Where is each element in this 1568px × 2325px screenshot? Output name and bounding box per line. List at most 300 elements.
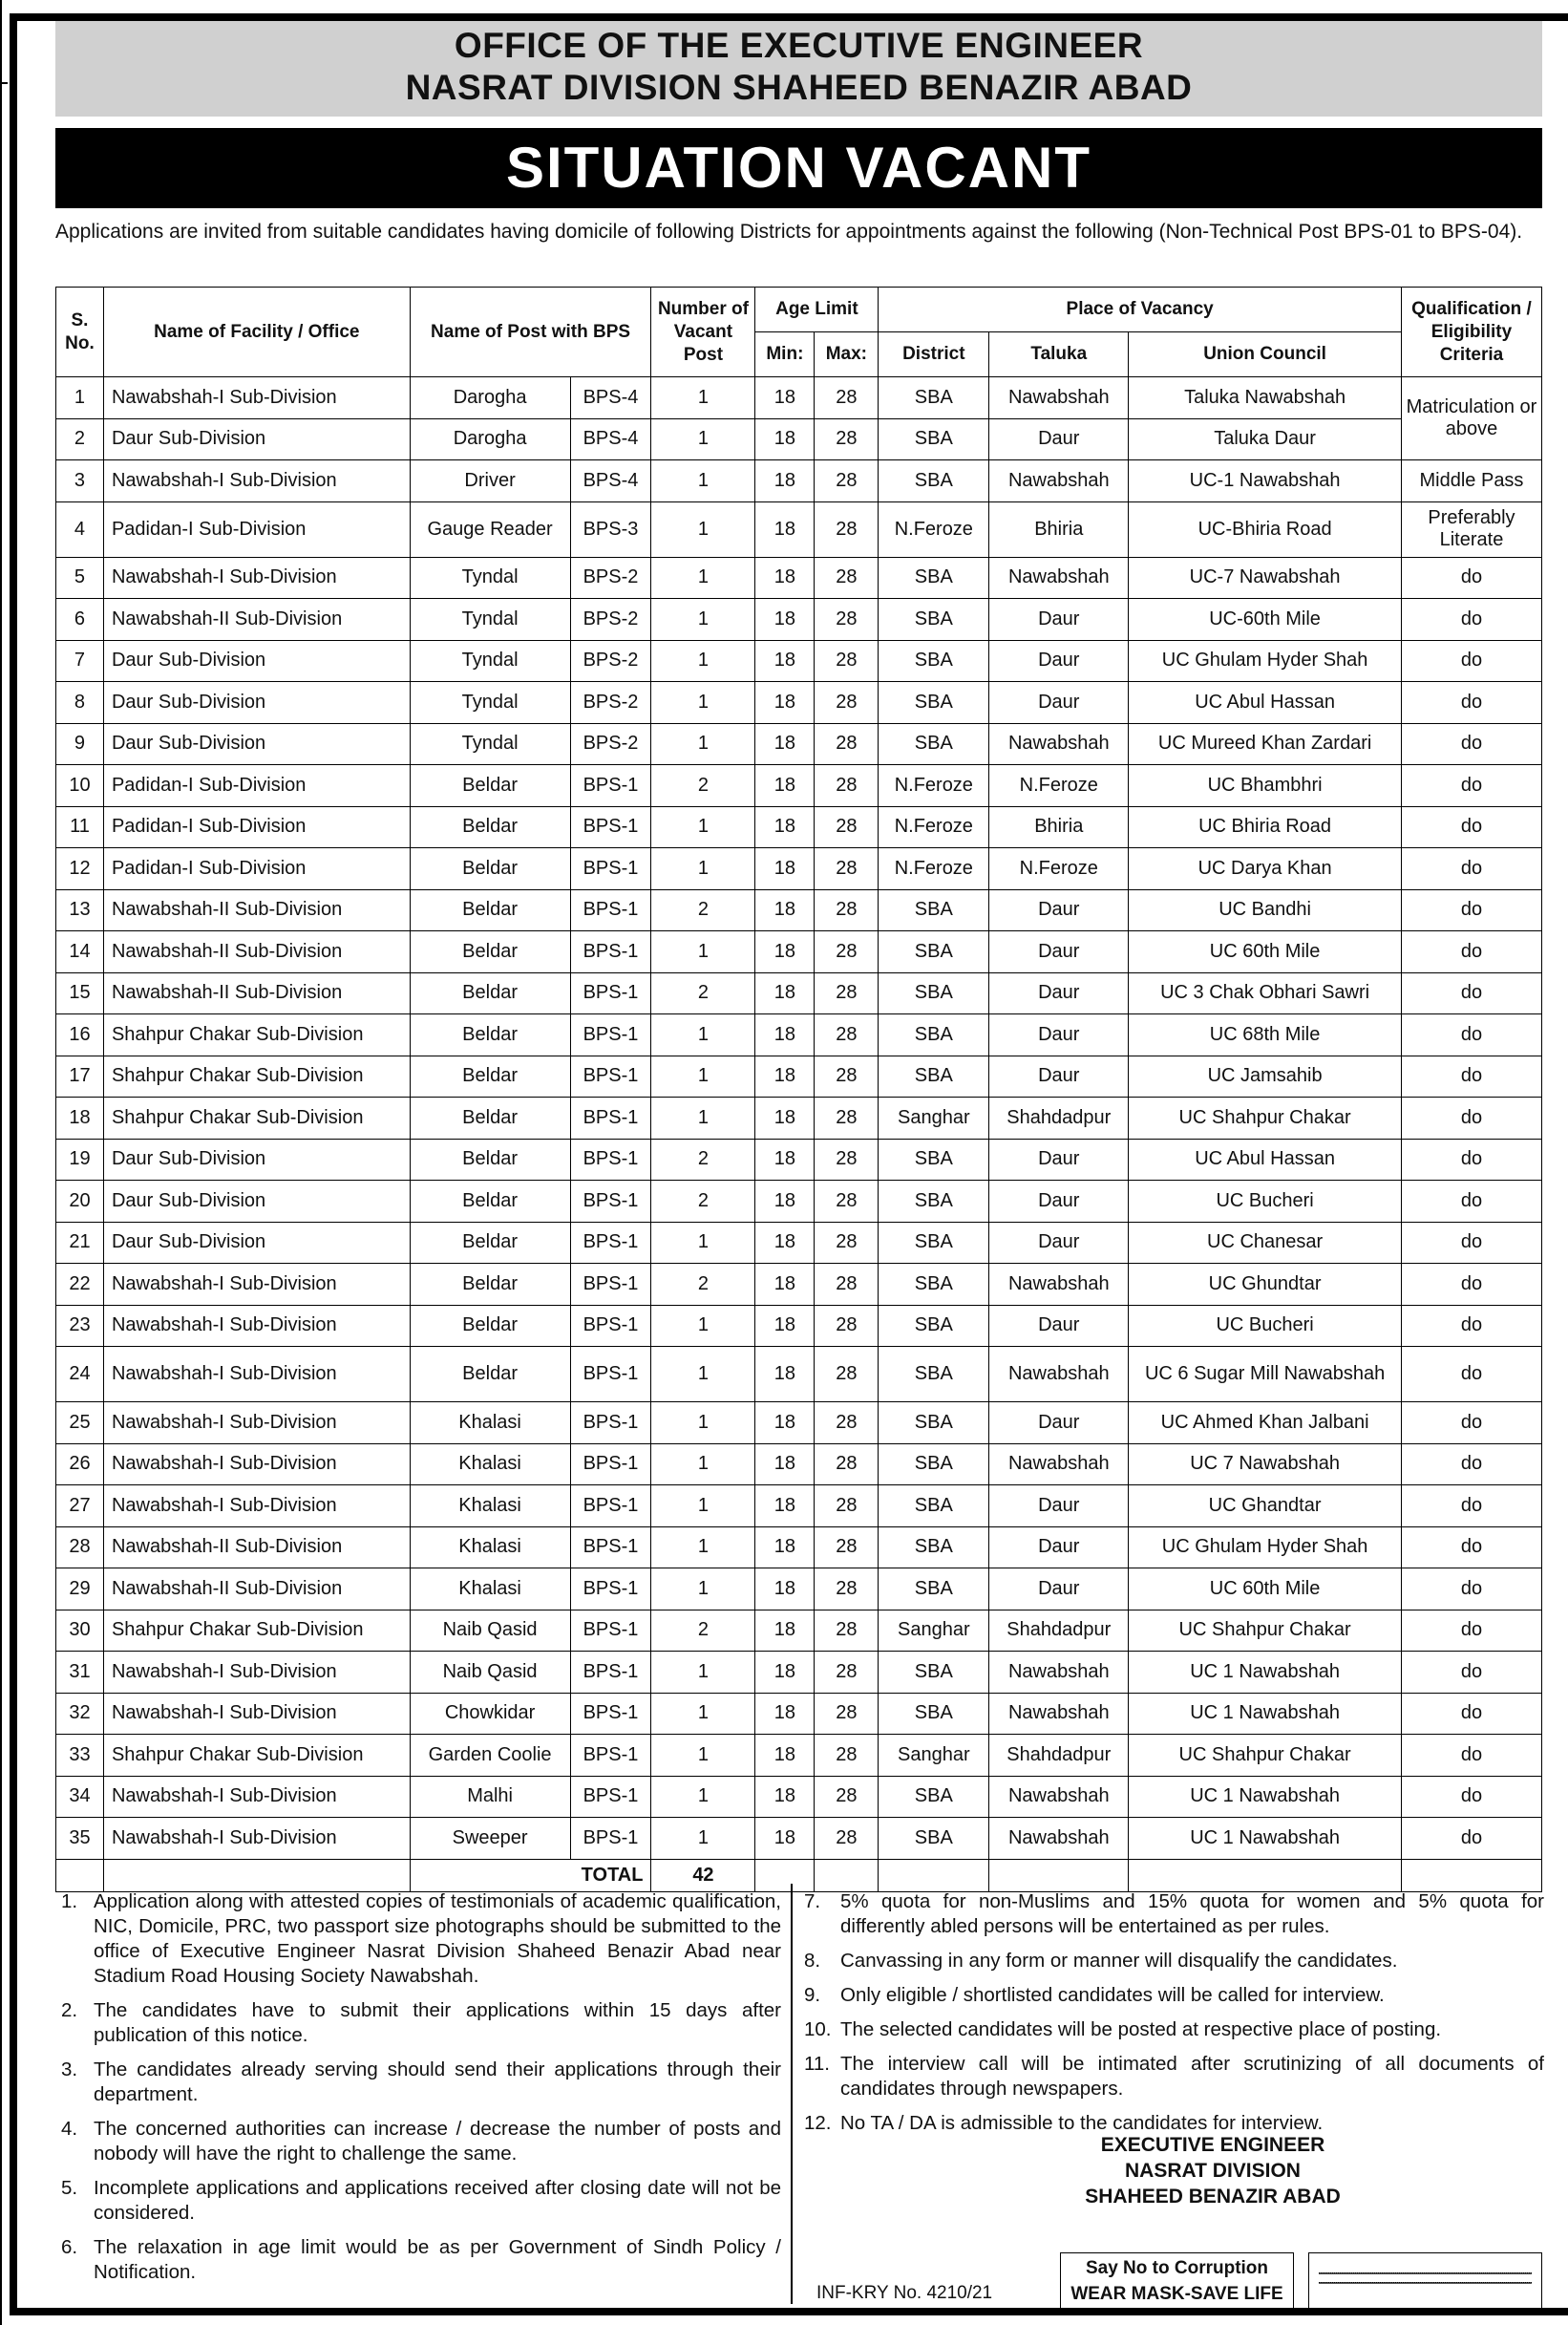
cell-facility: Daur Sub-Division	[103, 723, 410, 765]
cell-district: Sanghar	[879, 1610, 989, 1652]
cell-post: Driver	[410, 460, 570, 502]
cell-min-age: 18	[755, 1014, 815, 1056]
cell-bps: BPS-2	[570, 599, 651, 641]
cell-qualification: do	[1401, 848, 1541, 890]
cell-max-age: 28	[815, 1305, 879, 1347]
header-place: Place of Vacancy	[879, 288, 1402, 332]
table-row	[56, 1568, 1542, 1610]
cell-qualification: do	[1401, 806, 1541, 848]
cell-district: SBA	[879, 1693, 989, 1735]
cell-bps: BPS-1	[570, 1610, 651, 1652]
cell-min-age: 18	[755, 377, 815, 419]
cell-post: Beldar	[410, 1014, 570, 1056]
cell-sno: 5	[56, 557, 104, 599]
cell-district: SBA	[879, 418, 989, 460]
cell-district: SBA	[879, 1485, 989, 1527]
cell-sno: 14	[56, 931, 104, 973]
header-taluka: Taluka	[989, 332, 1129, 377]
cell-bps: BPS-1	[570, 1347, 651, 1402]
cell-union-council: UC 60th Mile	[1129, 1568, 1402, 1610]
cell-qualification: do	[1401, 1402, 1541, 1444]
cell-vacant: 1	[651, 723, 755, 765]
cell-qualification: do	[1401, 1222, 1541, 1264]
cell-vacant: 1	[651, 1652, 755, 1694]
cell-min-age: 18	[755, 889, 815, 931]
cell-facility: Nawabshah-I Sub-Division	[103, 1402, 410, 1444]
cell-taluka: Daur	[989, 931, 1129, 973]
corruption-box	[1060, 2252, 1294, 2310]
cell-qualification: do	[1401, 889, 1541, 931]
cell-vacant: 1	[651, 931, 755, 973]
cell-vacant: 1	[651, 1818, 755, 1860]
cell-min-age: 18	[755, 1652, 815, 1694]
cell-bps: BPS-1	[570, 1014, 651, 1056]
cell-district: SBA	[879, 682, 989, 724]
cell-taluka: Daur	[989, 1181, 1129, 1223]
cell-district: SBA	[879, 972, 989, 1014]
cell-union-council: UC 6 Sugar Mill Nawabshah	[1129, 1347, 1402, 1402]
cell-min-age: 18	[755, 931, 815, 973]
cell-union-council: UC-1 Nawabshah	[1129, 460, 1402, 502]
cell-bps: BPS-1	[570, 1776, 651, 1818]
cell-max-age: 28	[815, 1735, 879, 1777]
cell-qualification: do	[1401, 682, 1541, 724]
cell-post: Darogha	[410, 418, 570, 460]
cell-post: Malhi	[410, 1776, 570, 1818]
note-text: 5% quota for non-Muslims and 15% quota for women and 5% quota for differently abled persons will be entertained as per rules.	[840, 1890, 1544, 1937]
cell-facility: Padidan-I Sub-Division	[103, 806, 410, 848]
cell-bps: BPS-1	[570, 1526, 651, 1568]
table-row	[56, 377, 1542, 419]
cell-taluka: Shahdadpur	[989, 1610, 1129, 1652]
cell-empty	[1401, 1859, 1541, 1891]
cell-qualification: do	[1401, 640, 1541, 682]
cell-vacant: 1	[651, 1014, 755, 1056]
cell-bps: BPS-3	[570, 501, 651, 557]
cell-bps: BPS-4	[570, 377, 651, 419]
cell-post: Khalasi	[410, 1526, 570, 1568]
cell-facility: Nawabshah-II Sub-Division	[103, 889, 410, 931]
cell-facility: Nawabshah-I Sub-Division	[103, 1264, 410, 1306]
header-facility: Name of Facility / Office	[103, 288, 410, 377]
cell-max-age: 28	[815, 1568, 879, 1610]
cell-max-age: 28	[815, 1402, 879, 1444]
cell-bps: BPS-1	[570, 1652, 651, 1694]
cell-bps: BPS-1	[570, 806, 651, 848]
cell-min-age: 18	[755, 418, 815, 460]
cell-max-age: 28	[815, 1264, 879, 1306]
cell-facility: Nawabshah-I Sub-Division	[103, 1485, 410, 1527]
cell-post: Tyndal	[410, 599, 570, 641]
cell-sno: 24	[56, 1347, 104, 1402]
cell-qualification: do	[1401, 1735, 1541, 1777]
cell-taluka: Daur	[989, 418, 1129, 460]
cell-union-council: UC Shahpur Chakar	[1129, 1610, 1402, 1652]
cell-post: Naib Qasid	[410, 1610, 570, 1652]
cell-post: Beldar	[410, 765, 570, 807]
cell-union-council: UC-7 Nawabshah	[1129, 557, 1402, 599]
cell-sno: 32	[56, 1693, 104, 1735]
table-row	[56, 1181, 1542, 1223]
cell-post: Gauge Reader	[410, 501, 570, 557]
signature-line3: SHAHEED BENAZIR ABAD	[1085, 2186, 1341, 2208]
cell-district: SBA	[879, 1139, 989, 1181]
note-text: No TA / DA is admissible to the candidates for interview.	[840, 2112, 1324, 2134]
cell-post: Sweeper	[410, 1818, 570, 1860]
table-row	[56, 972, 1542, 1014]
table-row	[56, 1347, 1542, 1402]
cell-bps: BPS-1	[570, 889, 651, 931]
cell-max-age: 28	[815, 1652, 879, 1694]
cell-taluka: Daur	[989, 1305, 1129, 1347]
cell-union-council: UC-Bhiria Road	[1129, 501, 1402, 557]
cell-taluka: Nawabshah	[989, 1443, 1129, 1485]
cell-qualification: Matriculation or above	[1401, 377, 1541, 460]
cell-max-age: 28	[815, 1693, 879, 1735]
cell-max-age: 28	[815, 418, 879, 460]
cell-max-age: 28	[815, 1014, 879, 1056]
cell-district: SBA	[879, 1347, 989, 1402]
cell-taluka: Daur	[989, 1402, 1129, 1444]
cell-sno: 29	[56, 1568, 104, 1610]
cell-post: Beldar	[410, 1139, 570, 1181]
cell-facility: Nawabshah-I Sub-Division	[103, 1818, 410, 1860]
cell-taluka: Nawabshah	[989, 1818, 1129, 1860]
cell-bps: BPS-1	[570, 1056, 651, 1098]
cell-facility: Nawabshah-I Sub-Division	[103, 1443, 410, 1485]
cell-taluka: Daur	[989, 1056, 1129, 1098]
cell-min-age: 18	[755, 1776, 815, 1818]
cell-district: SBA	[879, 723, 989, 765]
cell-min-age: 18	[755, 1402, 815, 1444]
cell-vacant: 1	[651, 682, 755, 724]
edge-tick	[0, 82, 8, 84]
note-item	[804, 2052, 1544, 2101]
cell-district: SBA	[879, 1222, 989, 1264]
cell-taluka: Daur	[989, 1526, 1129, 1568]
cell-bps: BPS-1	[570, 1443, 651, 1485]
note-text: The candidates already serving should send their applications through their department.	[94, 2058, 781, 2105]
cell-min-age: 18	[755, 1818, 815, 1860]
note-number: 12.	[804, 2112, 832, 2134]
cell-union-council: UC Ghundtar	[1129, 1264, 1402, 1306]
cell-min-age: 18	[755, 723, 815, 765]
cell-sno: 30	[56, 1610, 104, 1652]
total-row	[56, 1859, 1542, 1891]
note-number: 8.	[804, 1950, 821, 1972]
cell-post: Tyndal	[410, 723, 570, 765]
cell-sno: 8	[56, 682, 104, 724]
cell-qualification: do	[1401, 1305, 1541, 1347]
cell-post: Chowkidar	[410, 1693, 570, 1735]
note-item	[55, 2235, 781, 2285]
cell-taluka: Nawabshah	[989, 377, 1129, 419]
cell-taluka: N.Feroze	[989, 765, 1129, 807]
cell-max-age: 28	[815, 972, 879, 1014]
corruption-line1: Say No to Corruption	[1085, 2258, 1269, 2278]
cell-post: Beldar	[410, 1347, 570, 1402]
cell-min-age: 18	[755, 1305, 815, 1347]
note-item	[804, 1889, 1544, 1939]
cell-qualification: do	[1401, 1347, 1541, 1402]
cell-facility: Nawabshah-I Sub-Division	[103, 1693, 410, 1735]
cell-post: Beldar	[410, 1222, 570, 1264]
cell-vacant: 1	[651, 599, 755, 641]
cell-post: Beldar	[410, 931, 570, 973]
table-row	[56, 501, 1542, 557]
cell-district: SBA	[879, 1305, 989, 1347]
cell-empty	[989, 1859, 1129, 1891]
cell-union-council: UC Jamsahib	[1129, 1056, 1402, 1098]
cell-union-council: UC 1 Nawabshah	[1129, 1818, 1402, 1860]
cell-union-council: UC Abul Hassan	[1129, 1139, 1402, 1181]
cell-district: SBA	[879, 557, 989, 599]
cell-vacant: 1	[651, 1347, 755, 1402]
cell-union-council: UC Chanesar	[1129, 1222, 1402, 1264]
cell-district: SBA	[879, 889, 989, 931]
cell-taluka: Nawabshah	[989, 1347, 1129, 1402]
cell-bps: BPS-1	[570, 931, 651, 973]
cell-min-age: 18	[755, 1139, 815, 1181]
cell-district: N.Feroze	[879, 765, 989, 807]
table-row	[56, 1264, 1542, 1306]
header-post: Name of Post with BPS	[410, 288, 651, 377]
header-max: Max:	[815, 332, 879, 377]
cell-bps: BPS-1	[570, 1568, 651, 1610]
cell-sno: 15	[56, 972, 104, 1014]
cell-vacant: 1	[651, 377, 755, 419]
cell-union-council: UC Bhiria Road	[1129, 806, 1402, 848]
cell-bps: BPS-1	[570, 1098, 651, 1140]
cell-max-age: 28	[815, 1222, 879, 1264]
cell-min-age: 18	[755, 1181, 815, 1223]
cell-qualification: do	[1401, 1610, 1541, 1652]
cell-qualification: Preferably Literate	[1401, 501, 1541, 557]
note-text: The candidates have to submit their applications within 15 days after publication of this notice.	[94, 1999, 781, 2046]
cell-qualification: do	[1401, 972, 1541, 1014]
cell-post: Beldar	[410, 1264, 570, 1306]
cell-min-age: 18	[755, 460, 815, 502]
cell-district: SBA	[879, 1056, 989, 1098]
cell-min-age: 18	[755, 806, 815, 848]
cell-max-age: 28	[815, 377, 879, 419]
cell-taluka: Nawabshah	[989, 460, 1129, 502]
cell-union-council: UC 7 Nawabshah	[1129, 1443, 1402, 1485]
cell-post: Naib Qasid	[410, 1652, 570, 1694]
total-value: 42	[651, 1859, 755, 1891]
cell-facility: Daur Sub-Division	[103, 682, 410, 724]
cell-post: Beldar	[410, 848, 570, 890]
cell-union-council: UC 68th Mile	[1129, 1014, 1402, 1056]
note-text: The selected candidates will be posted at respective place of posting.	[840, 2018, 1442, 2040]
table-row	[56, 1610, 1542, 1652]
cell-bps: BPS-2	[570, 640, 651, 682]
table-row	[56, 1139, 1542, 1181]
table-row	[56, 848, 1542, 890]
cell-taluka: Daur	[989, 1222, 1129, 1264]
note-item	[55, 2117, 781, 2166]
cell-sno: 28	[56, 1526, 104, 1568]
cell-facility: Nawabshah-II Sub-Division	[103, 931, 410, 973]
cell-facility: Padidan-I Sub-Division	[103, 848, 410, 890]
table-row	[56, 1305, 1542, 1347]
cell-union-council: UC Shahpur Chakar	[1129, 1735, 1402, 1777]
cell-union-council: UC Ghulam Hyder Shah	[1129, 640, 1402, 682]
cell-vacant: 1	[651, 1526, 755, 1568]
cell-district: Sanghar	[879, 1098, 989, 1140]
cell-min-age: 18	[755, 501, 815, 557]
cell-facility: Nawabshah-I Sub-Division	[103, 460, 410, 502]
cell-max-age: 28	[815, 1181, 879, 1223]
cell-max-age: 28	[815, 1139, 879, 1181]
cell-vacant: 1	[651, 1402, 755, 1444]
cell-min-age: 18	[755, 1485, 815, 1527]
cell-union-council: UC 1 Nawabshah	[1129, 1652, 1402, 1694]
cell-district: N.Feroze	[879, 848, 989, 890]
cell-district: SBA	[879, 1443, 989, 1485]
table-body	[56, 377, 1542, 1892]
cell-qualification: do	[1401, 1526, 1541, 1568]
cell-post: Beldar	[410, 806, 570, 848]
cell-facility: Nawabshah-I Sub-Division	[103, 1776, 410, 1818]
note-text: Only eligible / shortlisted candidates will be called for interview.	[840, 1984, 1385, 2006]
cell-vacant: 2	[651, 765, 755, 807]
cell-post: Beldar	[410, 972, 570, 1014]
note-item	[804, 2017, 1544, 2042]
cell-post: Tyndal	[410, 682, 570, 724]
cell-min-age: 18	[755, 1735, 815, 1777]
cell-district: Sanghar	[879, 1735, 989, 1777]
cell-taluka: N.Feroze	[989, 848, 1129, 890]
cell-taluka: Bhiria	[989, 806, 1129, 848]
cell-district: SBA	[879, 1526, 989, 1568]
cell-bps: BPS-4	[570, 460, 651, 502]
note-item	[55, 1998, 781, 2048]
cell-district: SBA	[879, 1181, 989, 1223]
cell-max-age: 28	[815, 1347, 879, 1402]
cell-max-age: 28	[815, 1610, 879, 1652]
cell-qualification: do	[1401, 1264, 1541, 1306]
cell-district: SBA	[879, 1402, 989, 1444]
cell-qualification: do	[1401, 765, 1541, 807]
cell-vacant: 1	[651, 557, 755, 599]
cell-facility: Nawabshah-I Sub-Division	[103, 1652, 410, 1694]
page-edge	[0, 0, 4, 2325]
cell-district: SBA	[879, 460, 989, 502]
cell-sno: 27	[56, 1485, 104, 1527]
cell-post: Beldar	[410, 889, 570, 931]
cell-sno: 12	[56, 848, 104, 890]
cell-union-council: UC Ghulam Hyder Shah	[1129, 1526, 1402, 1568]
table-row	[56, 723, 1542, 765]
cell-max-age: 28	[815, 1443, 879, 1485]
cell-facility: Nawabshah-I Sub-Division	[103, 1305, 410, 1347]
cell-vacant: 1	[651, 418, 755, 460]
cell-district: SBA	[879, 599, 989, 641]
cell-post: Khalasi	[410, 1485, 570, 1527]
cell-facility: Padidan-I Sub-Division	[103, 765, 410, 807]
cell-qualification: do	[1401, 1139, 1541, 1181]
cell-bps: BPS-2	[570, 723, 651, 765]
cell-facility: Nawabshah-I Sub-Division	[103, 1347, 410, 1402]
cell-bps: BPS-1	[570, 1305, 651, 1347]
table-row	[56, 460, 1542, 502]
cell-empty	[879, 1859, 989, 1891]
cell-empty	[815, 1859, 879, 1891]
cell-district: N.Feroze	[879, 501, 989, 557]
cell-vacant: 1	[651, 460, 755, 502]
header-vacant: Number of Vacant Post	[651, 288, 755, 377]
note-text: Canvassing in any form or manner will disqualify the candidates.	[840, 1950, 1398, 1972]
cell-post: Beldar	[410, 1305, 570, 1347]
cell-bps: BPS-1	[570, 1735, 651, 1777]
cell-sno: 21	[56, 1222, 104, 1264]
note-number: 2.	[61, 1999, 78, 2021]
cell-bps: BPS-1	[570, 972, 651, 1014]
cell-sno: 13	[56, 889, 104, 931]
cell-min-age: 18	[755, 557, 815, 599]
cell-max-age: 28	[815, 460, 879, 502]
cell-facility: Shahpur Chakar Sub-Division	[103, 1098, 410, 1140]
cell-qualification: do	[1401, 1818, 1541, 1860]
cell-union-council: UC 1 Nawabshah	[1129, 1693, 1402, 1735]
cell-bps: BPS-1	[570, 1181, 651, 1223]
table-row	[56, 1735, 1542, 1777]
cell-vacant: 1	[651, 806, 755, 848]
table-row	[56, 1402, 1542, 1444]
cell-union-council: UC Abul Hassan	[1129, 682, 1402, 724]
inf-number: INF-KRY No. 4210/21	[816, 2283, 993, 2303]
cell-post: Khalasi	[410, 1402, 570, 1444]
header-min: Min:	[755, 332, 815, 377]
header-sno: S. No.	[56, 288, 104, 377]
cell-post: Garden Coolie	[410, 1735, 570, 1777]
cell-max-age: 28	[815, 723, 879, 765]
cell-max-age: 28	[815, 1526, 879, 1568]
cell-facility: Nawabshah-II Sub-Division	[103, 599, 410, 641]
table-row	[56, 1776, 1542, 1818]
note-number: 9.	[804, 1984, 821, 2006]
cell-max-age: 28	[815, 599, 879, 641]
note-number: 4.	[61, 2118, 78, 2140]
cell-district: SBA	[879, 1776, 989, 1818]
cell-district: SBA	[879, 1568, 989, 1610]
table-row	[56, 806, 1542, 848]
cell-taluka: Daur	[989, 972, 1129, 1014]
cell-district: SBA	[879, 1652, 989, 1694]
cell-district: SBA	[879, 931, 989, 973]
cell-sno: 7	[56, 640, 104, 682]
header-qualification: Qualification / Eligibility Criteria	[1401, 288, 1541, 377]
cell-bps: BPS-1	[570, 1693, 651, 1735]
cell-post: Darogha	[410, 377, 570, 419]
cell-union-council: UC 60th Mile	[1129, 931, 1402, 973]
cell-qualification: do	[1401, 931, 1541, 973]
cell-facility: Daur Sub-Division	[103, 640, 410, 682]
cell-post: Tyndal	[410, 557, 570, 599]
cell-min-age: 18	[755, 682, 815, 724]
corruption-line2: WEAR MASK-SAVE LIFE	[1070, 2284, 1283, 2304]
note-number: 1.	[61, 1890, 78, 1912]
cell-taluka: Nawabshah	[989, 1652, 1129, 1694]
note-item	[55, 1889, 781, 1989]
cell-vacant: 1	[651, 1056, 755, 1098]
cell-sno: 16	[56, 1014, 104, 1056]
table-row	[56, 1652, 1542, 1694]
cell-qualification: do	[1401, 1014, 1541, 1056]
cell-min-age: 18	[755, 1526, 815, 1568]
cell-post: Beldar	[410, 1181, 570, 1223]
